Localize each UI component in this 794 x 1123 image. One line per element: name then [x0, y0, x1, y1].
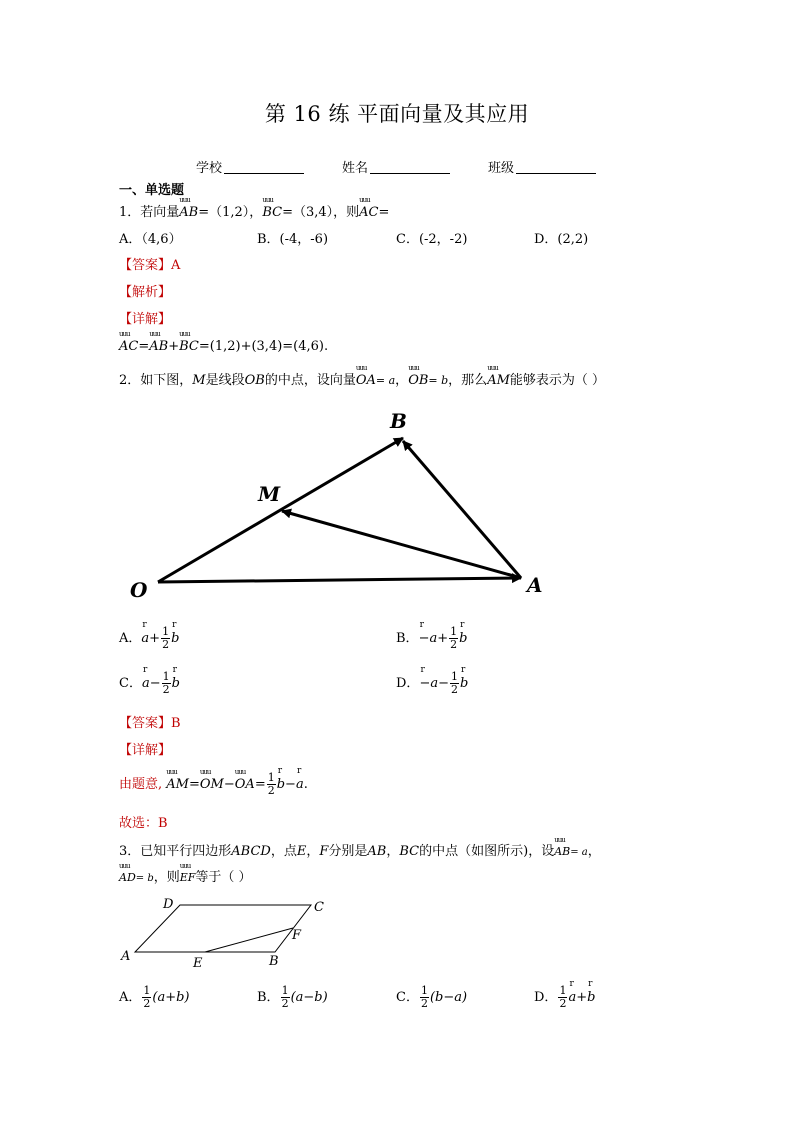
q3-abcd: ABCD	[231, 844, 271, 859]
frac-num: 1	[267, 771, 275, 784]
q2-detail-prefix: 由题意,	[119, 777, 163, 792]
segment-am	[282, 511, 521, 578]
frac-den: 2	[451, 683, 458, 696]
q3-stem-end: ，	[587, 844, 601, 859]
q2-detail-vec-am: uuu AM	[166, 777, 189, 792]
label-b: B	[269, 954, 279, 969]
q2-vec-ob: uuu OB	[408, 373, 428, 388]
q3-opt-d-op: +	[576, 990, 588, 1005]
q2-detail-minus: −	[223, 777, 235, 792]
q2-opt-b-label: B．	[396, 631, 419, 646]
q1-detail-plus: +	[168, 339, 180, 354]
q3-opt-a-label: A．	[119, 990, 142, 1005]
q1-option-c: C．(-2，-2)	[396, 232, 468, 247]
q3-stem-mid: ，点	[270, 844, 297, 859]
q2-detail-frac	[267, 772, 276, 797]
school-label: 学校	[196, 161, 223, 176]
q1-answer: 【答案】A	[119, 258, 181, 273]
q2-opt-c-op: −	[149, 676, 161, 691]
frac-num: 1	[143, 984, 151, 997]
q1-option-d: D．(2,2)	[534, 232, 589, 247]
q2-opt-d-label: D．	[396, 676, 420, 691]
q2-opt-c-post: r b	[172, 676, 180, 691]
frac-num: 1	[281, 984, 289, 997]
frac-den: 2	[162, 683, 170, 696]
q1-option-b: B．(-4，-6)	[257, 232, 329, 247]
q1-stem	[119, 201, 389, 220]
q3-stem-line2-mid: ，则	[153, 870, 180, 885]
q2-opt-a-post: r b	[171, 631, 179, 646]
q1-option-a: A．（4,6）	[119, 232, 182, 247]
segment-ab	[403, 441, 521, 578]
q3-eq-a: = a	[570, 847, 588, 858]
q3-opt-b-expr: (a−b)	[290, 990, 328, 1005]
frac-den: 2	[559, 997, 567, 1010]
q3-opt-a-expr: (a+b)	[152, 990, 190, 1005]
q3-comma2: ，	[386, 844, 400, 859]
q3-opt-c-expr: (b−a)	[429, 990, 468, 1005]
q1-val-bc: =（3,4），则	[282, 205, 360, 220]
q1-vec-ab: uuu AB	[179, 205, 198, 220]
q2-opt-a-frac	[161, 626, 170, 651]
q3-stem-line2	[119, 866, 252, 885]
q2-detail-expr	[119, 772, 308, 797]
label-c: C	[314, 900, 324, 915]
q2-detail-eq1: =	[188, 777, 200, 792]
q2-detail-b: r b	[277, 777, 285, 792]
frac-den: 2	[281, 997, 289, 1010]
name-field	[342, 157, 450, 176]
frac-num: 1	[559, 984, 567, 997]
q1-val-ab: =（1,2），	[198, 205, 263, 220]
q2-opt-b-pre: r −a	[419, 631, 438, 646]
class-blank	[516, 160, 596, 174]
q3-parallelogram-figure	[115, 890, 345, 970]
frac-num: 1	[451, 670, 458, 683]
q2-choice: 故选：B	[119, 816, 168, 831]
frac-num: 1	[162, 625, 170, 638]
q2-triangle-figure	[120, 400, 560, 610]
q2-detail-vec-oa: uuu OA	[235, 777, 255, 792]
q2-stem-suffix: 能够表示为（ ）	[509, 373, 606, 388]
q3-vec-ad: uuu AD	[119, 871, 136, 884]
q2-detail-end: .	[303, 777, 308, 792]
q3-opt-d-a: r a	[568, 990, 576, 1005]
q1-detail-tail: =(1,2)+(3,4)=(4,6).	[198, 339, 329, 354]
q2-stem-mid: 是线段	[205, 373, 245, 388]
q2-eq-b: = b	[428, 374, 449, 387]
frac-den: 2	[267, 784, 275, 797]
q3-point-f: F	[319, 844, 329, 859]
q2-detail-tail-minus: −	[285, 777, 296, 792]
name-blank	[370, 160, 450, 174]
frac-den: 2	[162, 638, 170, 651]
label-o: O	[130, 578, 148, 602]
q1-detail-vec-ab: uuu AB	[149, 339, 168, 354]
q1-stem-suffix: =	[378, 205, 390, 220]
q1-detail-label: 【详解】	[119, 312, 172, 327]
frac-den: 2	[420, 997, 428, 1010]
q2-opt-d-op: −	[438, 676, 449, 691]
section-heading: 一、单选题	[119, 183, 185, 198]
q3-comma: ，	[306, 844, 320, 859]
segment-ob	[158, 438, 403, 582]
q3-option-a	[119, 985, 190, 1010]
q2-stem-m: M	[192, 373, 206, 388]
label-a: A	[121, 949, 131, 964]
q3-opt-d-frac	[558, 985, 567, 1010]
q2-eq-a: = a	[375, 374, 396, 387]
q3-point-e: E	[296, 844, 307, 859]
label-a: A	[527, 573, 543, 597]
q2-opt-c-frac	[162, 671, 171, 696]
label-e: E	[193, 956, 203, 970]
q3-vec-ef: uuu EF	[180, 871, 196, 884]
q3-opt-d-label: D．	[534, 990, 558, 1005]
q2-opt-a-pre: r a	[141, 631, 149, 646]
q2-opt-c-pre: r a	[142, 676, 150, 691]
q2-option-a	[119, 626, 179, 651]
q3-opt-b-label: B．	[257, 990, 280, 1005]
frac-num: 1	[162, 670, 170, 683]
q2-stem-mid2: 的中点，设向量	[264, 373, 356, 388]
q2-opt-d-pre: r −a	[419, 676, 438, 691]
q3-stem-mid2: 分别是	[328, 844, 368, 859]
q3-opt-c-label: C．	[396, 990, 419, 1005]
q2-opt-d-frac	[450, 671, 459, 696]
q2-option-d	[396, 671, 468, 696]
q2-opt-d-post: r b	[460, 676, 468, 691]
q3-eq-b: = b	[135, 873, 154, 884]
q2-opt-b-op: +	[437, 631, 449, 646]
q2-detail-label: 【详解】	[119, 743, 172, 758]
q3-opt-b-frac	[281, 985, 290, 1010]
q3-stem-line1	[119, 840, 601, 859]
q2-vec-oa: uuu OA	[356, 373, 376, 388]
label-b: B	[390, 409, 407, 433]
q1-vec-bc: uuu BC	[262, 205, 282, 220]
q1-detail-vec-bc: uuu BC	[179, 339, 199, 354]
q3-vec-ab: uuu AB	[554, 845, 570, 858]
q2-option-c	[119, 671, 180, 696]
q2-stem-mid3: ，那么	[448, 373, 488, 388]
frac-num: 1	[420, 984, 428, 997]
q2-opt-b-frac	[449, 626, 458, 651]
page-title: 第 16 练 平面向量及其应用	[264, 102, 530, 126]
q3-option-d	[534, 985, 595, 1010]
class-field	[488, 157, 596, 176]
q3-opt-d-b: r b	[587, 990, 595, 1005]
q2-stem-prefix: 2．如下图，	[119, 373, 193, 388]
q2-detail-eq2: =	[254, 777, 266, 792]
frac-den: 2	[143, 997, 151, 1010]
label-f: F	[292, 928, 302, 943]
q1-detail-vec-ac: uuu AC	[119, 339, 138, 354]
segment-ef	[205, 928, 293, 952]
q2-vec-am: uuu AM	[487, 373, 510, 388]
q2-stem: 2．如下图，M是线段OB的中点，设向量uuu OA= a，uuu OB= b，那么uuu AM能够表示为（ ）	[119, 369, 605, 388]
q2-opt-b-post: r b	[459, 631, 467, 646]
q3-opt-a-frac	[142, 985, 151, 1010]
q2-detail-vec-om: uuu OM	[200, 777, 224, 792]
school-field	[196, 157, 304, 176]
parallelogram-abcd	[135, 905, 311, 952]
class-label: 班级	[488, 161, 515, 176]
q3-stem-prefix: 3．已知平行四边形	[119, 844, 232, 859]
q1-analysis-label: 【解析】	[119, 285, 172, 300]
q2-opt-a-op: +	[149, 631, 161, 646]
segment-oa	[158, 578, 521, 582]
q2-detail-a: r a	[296, 777, 304, 792]
label-m: M	[258, 482, 281, 506]
q2-opt-a-label: A．	[119, 631, 142, 646]
q1-detail-eq: =	[138, 339, 150, 354]
q2-opt-c-label: C．	[119, 676, 142, 691]
label-d: D	[163, 897, 174, 912]
q1-vec-ac: uuu AC	[359, 205, 378, 220]
frac-den: 2	[450, 638, 458, 651]
frac-num: 1	[450, 625, 458, 638]
q2-option-b	[396, 626, 467, 651]
q3-stem-line2-suffix: 等于（ ）	[195, 870, 252, 885]
school-blank	[224, 160, 304, 174]
q3-ab: AB	[367, 844, 387, 859]
q1-stem-prefix: 1．若向量	[119, 205, 180, 220]
q3-bc: BC	[399, 844, 420, 859]
q3-option-c	[396, 985, 467, 1010]
q2-answer: 【答案】B	[119, 716, 181, 731]
q2-stem-ob: OB	[244, 373, 265, 388]
name-label: 姓名	[342, 161, 369, 176]
q3-option-b	[257, 985, 328, 1010]
q1-detail-expr	[119, 339, 328, 354]
q3-opt-c-frac	[420, 985, 429, 1010]
q3-stem-mid3: 的中点（如图所示)，设	[419, 844, 555, 859]
